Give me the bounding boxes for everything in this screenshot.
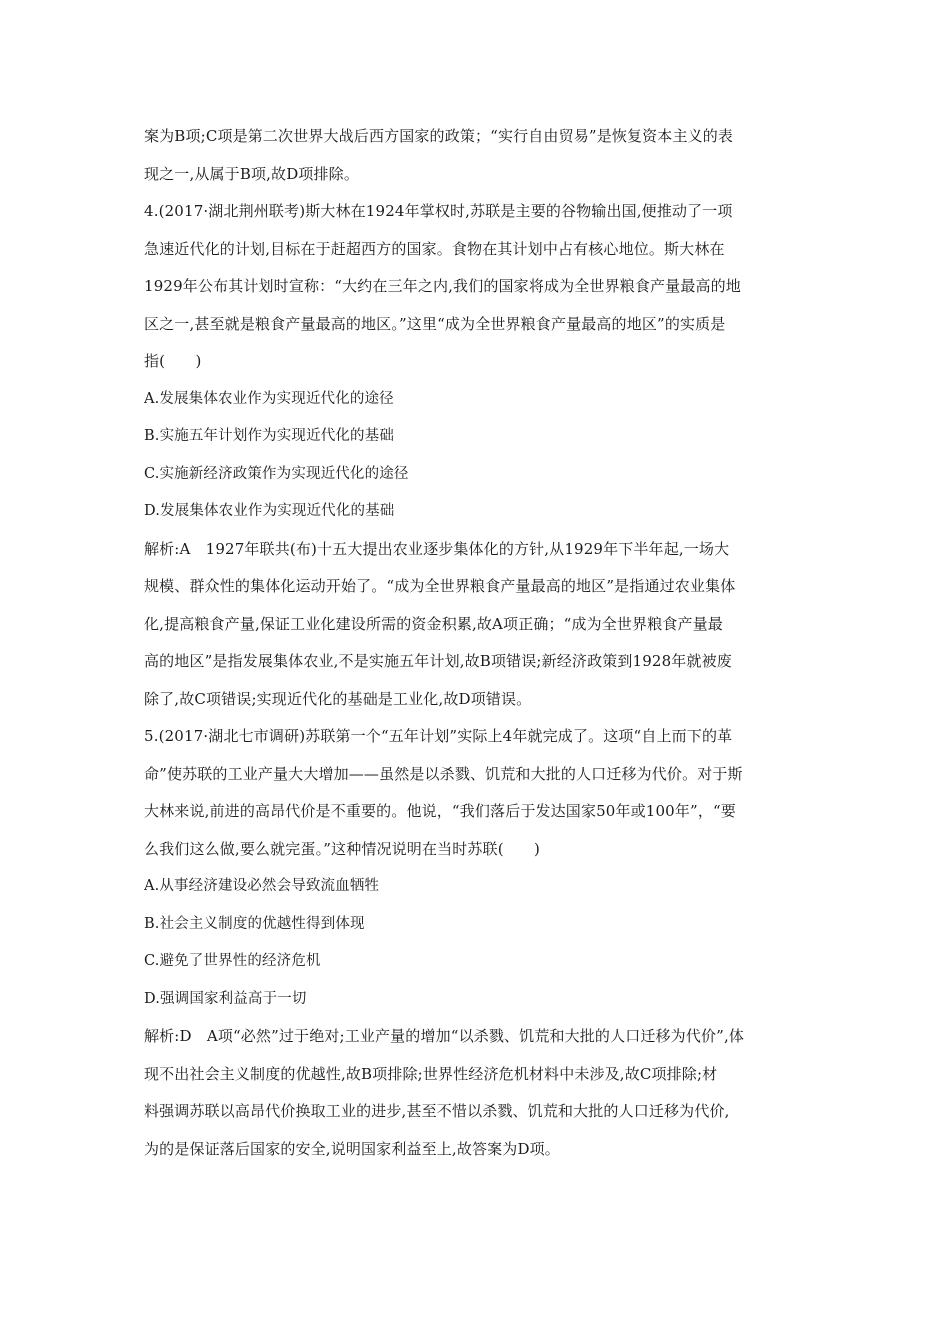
question-4-option-b: B.实施五年计划作为实现近代化的基础 <box>144 428 394 444</box>
text-line: 料强调苏联以高昂代价换取工业的进步,甚至不惜以杀戮、饥荒和大批的人口迁移为代价, <box>144 1102 730 1120</box>
text-line: 么我们这么做,要么就完蛋。”这种情况说明在当时苏联( ) <box>144 839 540 858</box>
question-4-analysis: 解析:A 1927年联共(布)十五大提出农业逐步集体化的方针,从1929年下半年起,一场大 <box>144 539 730 558</box>
text-line: 高的地区”是指发展集体农业,不是实施五年计划,故B项错误;新经济政策到1928年就被废 <box>144 652 732 670</box>
text-line: 现不出社会主义制度的优越性,故B项排除;世界性经济危机材料中未涉及,故C项排除;材 <box>144 1064 718 1083</box>
question-4-stem: 4.(2017·湖北荆州联考)斯大林在1924年掌权时,苏联是主要的谷物输出国,便推动了一项 <box>144 202 733 220</box>
text-line: 规模、群众性的集体化运动开始了。“成为全世界粮食产量最高的地区”是指通过农业集体 <box>144 577 736 595</box>
text-line: 指( ) <box>144 352 202 370</box>
text-line: 除了,故C项错误;实现近代化的基础是工业化,故D项错误。 <box>144 689 532 708</box>
question-5-option-d: D.强调国家利益高于一切 <box>144 990 307 1007</box>
question-5-option-b: B.社会主义制度的优越性得到体现 <box>144 915 365 932</box>
question-5-analysis: 解析:D A项“必然”过于绝对;工业产量的增加“以杀戮、饥荒和大批的人口迁移为代价”,体 <box>144 1027 745 1045</box>
text-line: 现之一,从属于B项,故D项排除。 <box>144 164 359 183</box>
question-5-stem: 5.(2017·湖北七市调研)苏联第一个“五年计划”实际上4年就完成了。这项“自上而下的革 <box>144 727 733 745</box>
text-line: 案为B项;C项是第二次世界大战后西方国家的政策；“实行自由贸易”是恢复资本主义的表 <box>144 127 734 145</box>
question-5-option-c: C.避免了世界性的经济危机 <box>144 953 321 969</box>
text-line: 命”使苏联的工业产量大大增加——虽然是以杀戮、饥荒和大批的人口迁移为代价。对于斯 <box>144 764 743 783</box>
question-4-option-a: A.发展集体农业作为实现近代化的途径 <box>144 390 394 407</box>
question-4-option-c: C.实施新经济政策作为实现近代化的途径 <box>144 465 409 482</box>
text-line: 区之一,甚至就是粮食产量最高的地区。”这里“成为全世界粮食产量最高的地区”的实质是 <box>144 314 726 333</box>
document-body <box>144 118 812 1168</box>
question-5-option-a: A.从事经济建设必然会导致流血牺牲 <box>144 878 380 894</box>
question-4-option-d: D.发展集体农业作为实现近代化的基础 <box>144 503 395 519</box>
text-line: 化,提高粮食产量,保证工业化建设所需的资金积累,故A项正确；“成为全世界粮食产量最 <box>144 614 723 633</box>
text-line: 大林来说,前进的高昂代价是不重要的。他说，“我们落后于发达国家50年或100年”，“要 <box>144 802 736 820</box>
text-line: 急速近代化的计划,目标在于赶超西方的国家。食物在其计划中占有核心地位。斯大林在 <box>144 239 725 258</box>
text-line: 为的是保证落后国家的安全,说明国家利益至上,故答案为D项。 <box>144 1139 560 1158</box>
text-line: 1929年公布其计划时宣称：“大约在三年之内,我们的国家将成为全世界粮食产量最高的地 <box>144 277 741 295</box>
